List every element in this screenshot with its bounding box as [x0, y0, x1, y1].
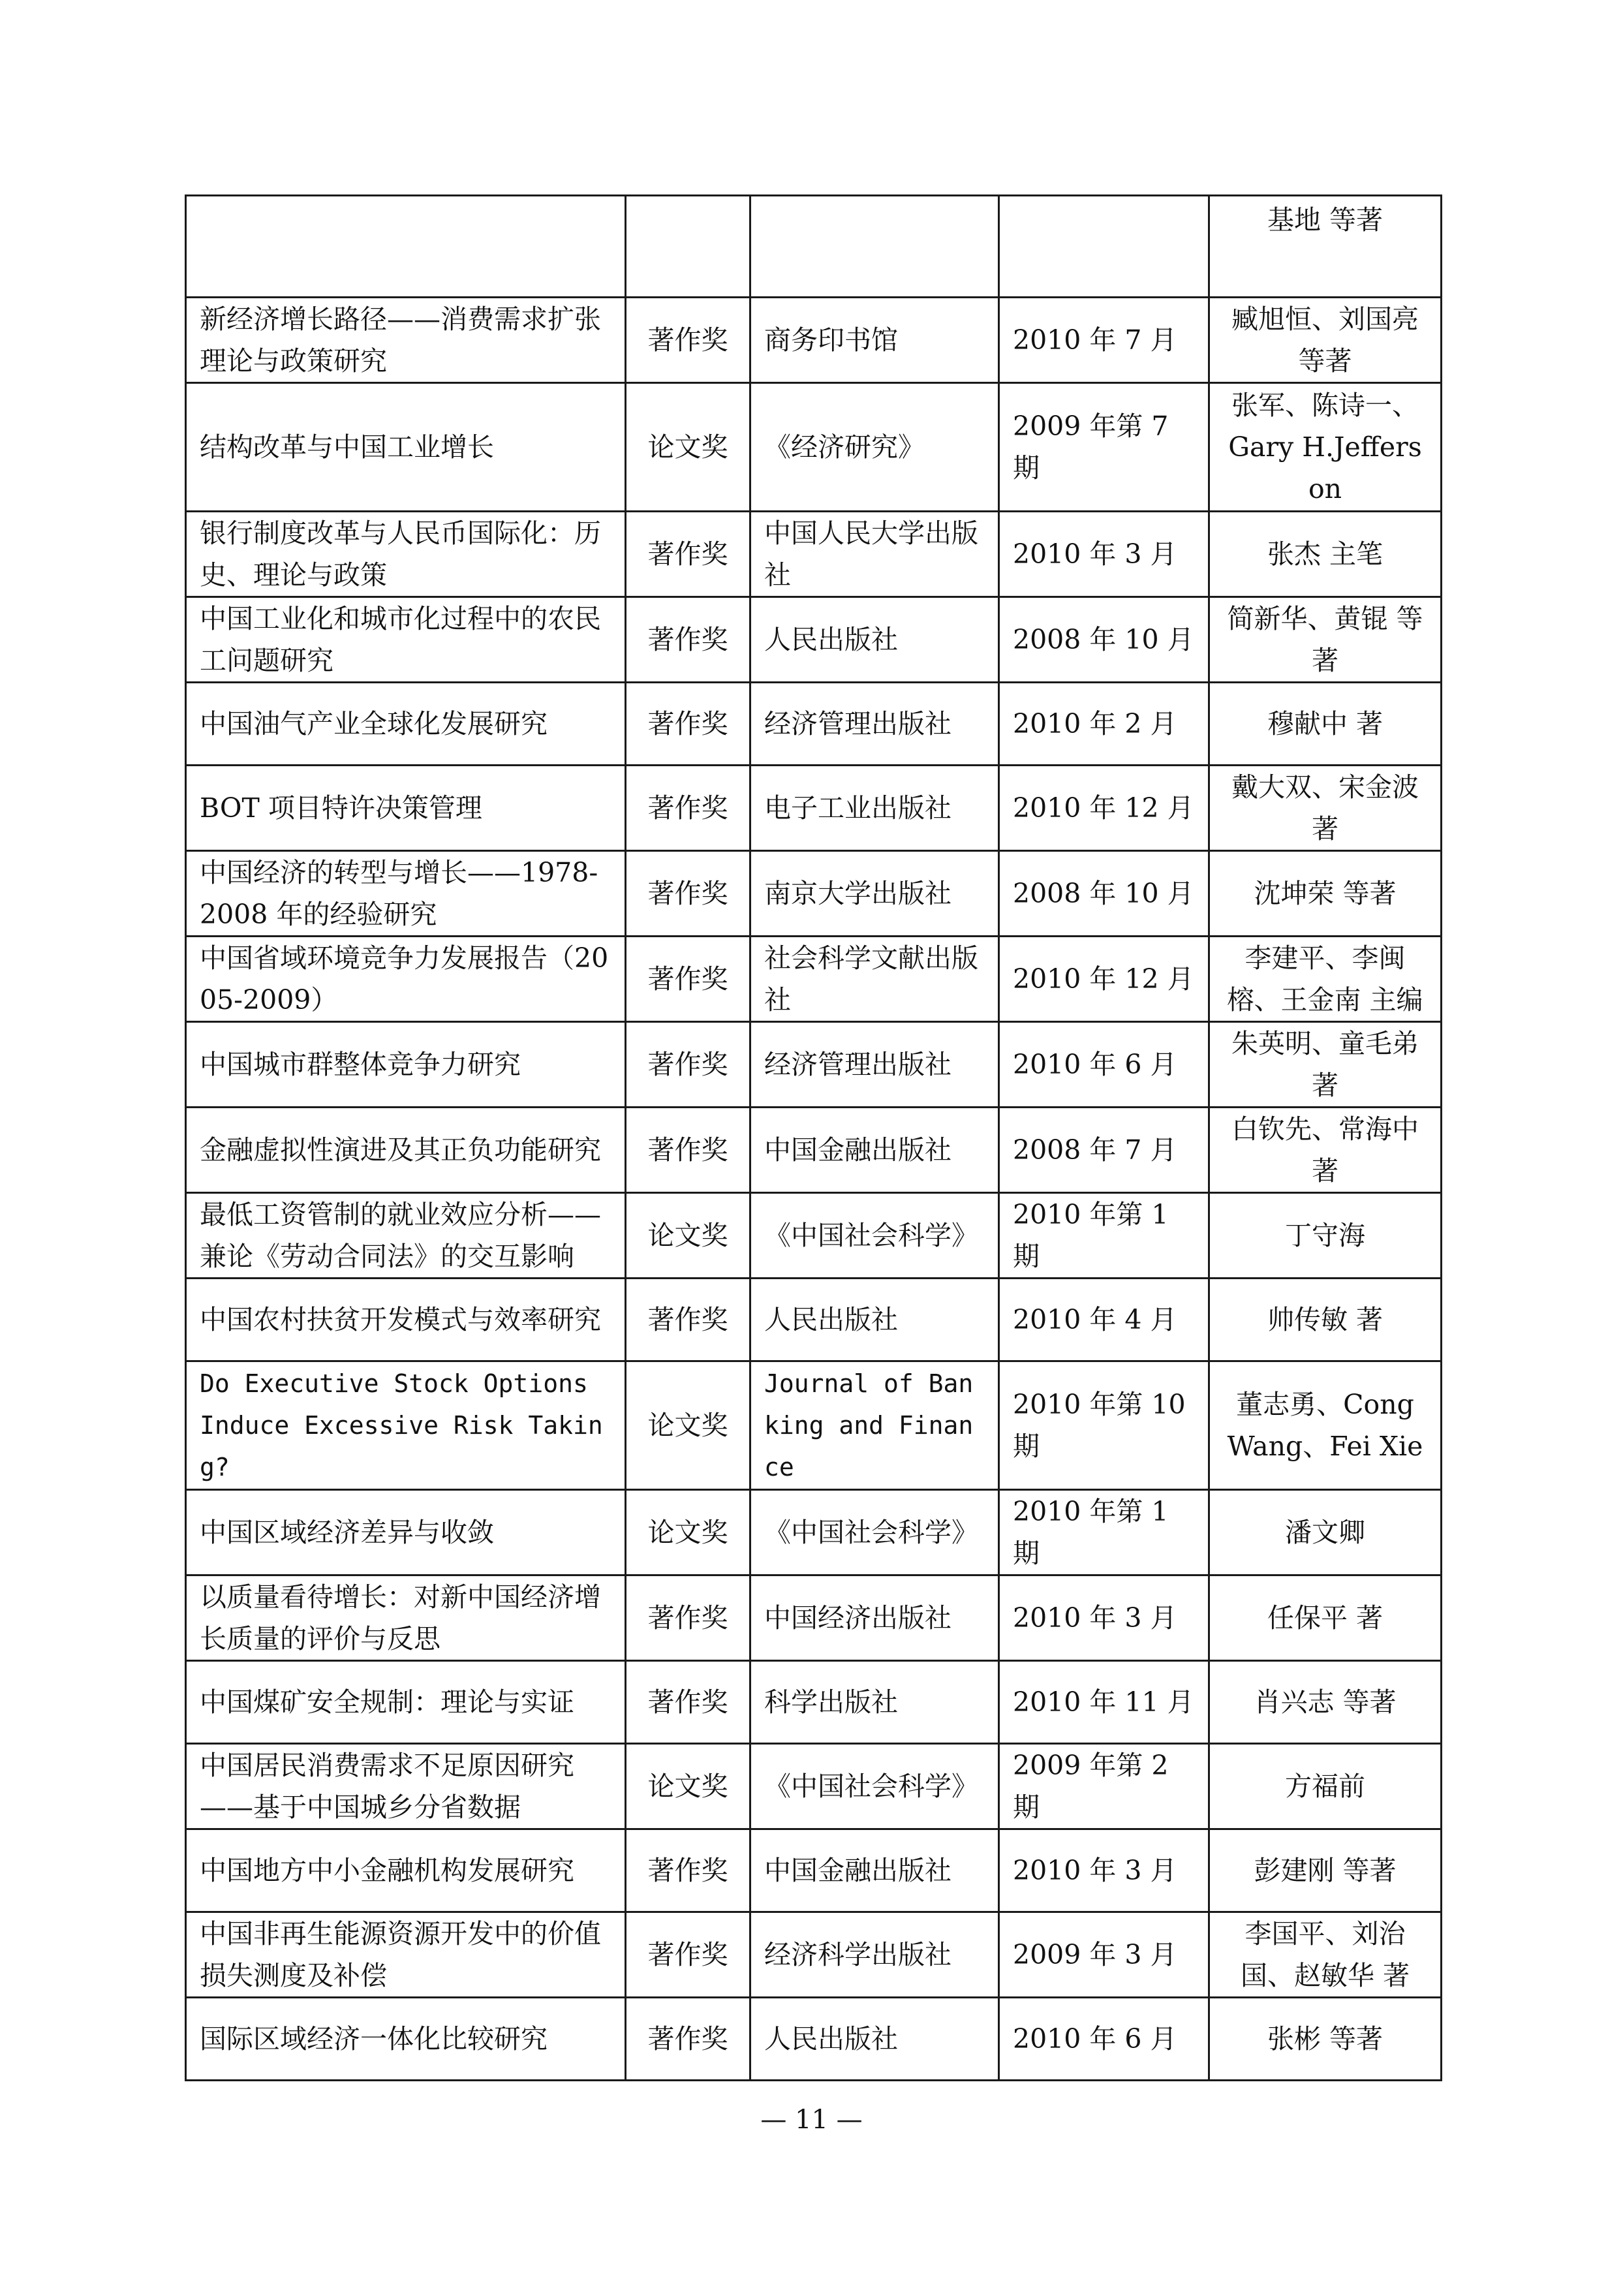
- publish-date-cell: 2008 年 10 月: [999, 597, 1209, 683]
- publish-date-cell: 2010 年 3 月: [999, 1829, 1209, 1912]
- author-cell: 基地 等著: [1209, 196, 1442, 298]
- table-row: [186, 683, 1442, 766]
- author-cell: 穆献中 著: [1209, 683, 1442, 766]
- publisher-cell: 中国经济出版社: [750, 1575, 999, 1661]
- publish-date-cell: 2008 年 7 月: [999, 1108, 1209, 1193]
- publish-date-cell: 2010 年第 10 期: [999, 1361, 1209, 1490]
- award-type-cell: 著作奖: [626, 683, 750, 766]
- work-title-cell: 中国省域环境竞争力发展报告（2005-2009）: [186, 937, 626, 1022]
- author-cell: 简新华、黄锟 等著: [1209, 597, 1442, 683]
- author-cell: 肖兴志 等著: [1209, 1661, 1442, 1744]
- award-type-cell: 论文奖: [626, 1744, 750, 1829]
- publisher-cell: 人民出版社: [750, 597, 999, 683]
- author-cell: 张杰 主笔: [1209, 512, 1442, 597]
- table-row: [186, 1193, 1442, 1279]
- publisher-cell: [750, 196, 999, 298]
- author-cell: 李国平、刘治国、赵敏华 著: [1209, 1912, 1442, 1998]
- publisher-cell: 《中国社会科学》: [750, 1744, 999, 1829]
- author-cell: 彭建刚 等著: [1209, 1829, 1442, 1912]
- award-type-cell: 著作奖: [626, 597, 750, 683]
- award-type-cell: 论文奖: [626, 1490, 750, 1575]
- award-type-cell: 著作奖: [626, 1575, 750, 1661]
- award-type-cell: 著作奖: [626, 766, 750, 851]
- author-cell: 帅传敏 著: [1209, 1279, 1442, 1361]
- work-title-cell: 中国煤矿安全规制：理论与实证: [186, 1661, 626, 1744]
- award-type-cell: 论文奖: [626, 1193, 750, 1279]
- award-type-cell: 著作奖: [626, 298, 750, 383]
- award-table: [185, 194, 1442, 2081]
- work-title-cell: 新经济增长路径——消费需求扩张理论与政策研究: [186, 298, 626, 383]
- work-title-cell: 中国区域经济差异与收敛: [186, 1490, 626, 1575]
- publisher-cell: 经济管理出版社: [750, 1022, 999, 1108]
- publish-date-cell: 2010 年 3 月: [999, 512, 1209, 597]
- table-row: [186, 383, 1442, 512]
- table-row: [186, 1361, 1442, 1490]
- publisher-cell: 人民出版社: [750, 1998, 999, 2081]
- work-title-cell: 最低工资管制的就业效应分析——兼论《劳动合同法》的交互影响: [186, 1193, 626, 1279]
- table-row: [186, 1022, 1442, 1108]
- work-title-cell: 中国地方中小金融机构发展研究: [186, 1829, 626, 1912]
- publisher-cell: 中国金融出版社: [750, 1829, 999, 1912]
- work-title-cell: 中国城市群整体竞争力研究: [186, 1022, 626, 1108]
- work-title-cell: 中国居民消费需求不足原因研究——基于中国城乡分省数据: [186, 1744, 626, 1829]
- publish-date-cell: [999, 196, 1209, 298]
- publisher-cell: 商务印书馆: [750, 298, 999, 383]
- table-row: [186, 1744, 1442, 1829]
- work-title-cell: 中国非再生能源资源开发中的价值损失测度及补偿: [186, 1912, 626, 1998]
- author-cell: 白钦先、常海中 著: [1209, 1108, 1442, 1193]
- page-number: — 11 —: [760, 2105, 863, 2135]
- author-cell: 沈坤荣 等著: [1209, 851, 1442, 937]
- publisher-cell: 经济管理出版社: [750, 683, 999, 766]
- publish-date-cell: 2009 年第 2 期: [999, 1744, 1209, 1829]
- author-cell: 戴大双、宋金波 著: [1209, 766, 1442, 851]
- publisher-cell: 人民出版社: [750, 1279, 999, 1361]
- author-cell: 方福前: [1209, 1744, 1442, 1829]
- author-cell: 潘文卿: [1209, 1490, 1442, 1575]
- publish-date-cell: 2010 年 6 月: [999, 1022, 1209, 1108]
- table-row: [186, 196, 1442, 298]
- award-type-cell: 著作奖: [626, 512, 750, 597]
- table-row: [186, 597, 1442, 683]
- award-type-cell: 著作奖: [626, 937, 750, 1022]
- author-cell: 任保平 著: [1209, 1575, 1442, 1661]
- publish-date-cell: 2008 年 10 月: [999, 851, 1209, 937]
- publisher-cell: 《中国社会科学》: [750, 1193, 999, 1279]
- publisher-cell: 电子工业出版社: [750, 766, 999, 851]
- publish-date-cell: 2010 年 3 月: [999, 1575, 1209, 1661]
- publish-date-cell: 2009 年 3 月: [999, 1912, 1209, 1998]
- publisher-cell: 南京大学出版社: [750, 851, 999, 937]
- publish-date-cell: 2010 年 12 月: [999, 766, 1209, 851]
- table-row: [186, 298, 1442, 383]
- author-cell: 臧旭恒、刘国亮 等著: [1209, 298, 1442, 383]
- publisher-cell: 中国金融出版社: [750, 1108, 999, 1193]
- table-row: [186, 766, 1442, 851]
- work-title-cell: [186, 196, 626, 298]
- author-cell: 朱英明、童毛弟 著: [1209, 1022, 1442, 1108]
- author-cell: 张彬 等著: [1209, 1998, 1442, 2081]
- award-type-cell: 著作奖: [626, 1022, 750, 1108]
- work-title-cell: BOT 项目特许决策管理: [186, 766, 626, 851]
- publisher-cell: 《经济研究》: [750, 383, 999, 512]
- award-type-cell: 著作奖: [626, 1998, 750, 2081]
- publish-date-cell: 2010 年 12 月: [999, 937, 1209, 1022]
- work-title-cell: 结构改革与中国工业增长: [186, 383, 626, 512]
- author-cell: 董志勇、Cong Wang、Fei Xie: [1209, 1361, 1442, 1490]
- table-row: [186, 851, 1442, 937]
- award-type-cell: 著作奖: [626, 1661, 750, 1744]
- table-row: [186, 1998, 1442, 2081]
- table-row: [186, 1829, 1442, 1912]
- award-type-cell: [626, 196, 750, 298]
- award-type-cell: 著作奖: [626, 1108, 750, 1193]
- table-row: [186, 1108, 1442, 1193]
- work-title-cell: 中国油气产业全球化发展研究: [186, 683, 626, 766]
- table-row: [186, 1490, 1442, 1575]
- publisher-cell: 社会科学文献出版社: [750, 937, 999, 1022]
- table-row: [186, 1912, 1442, 1998]
- publisher-cell: 经济科学出版社: [750, 1912, 999, 1998]
- work-title-cell: 中国经济的转型与增长——1978-2008 年的经验研究: [186, 851, 626, 937]
- award-type-cell: 著作奖: [626, 1829, 750, 1912]
- table-row: [186, 937, 1442, 1022]
- award-type-cell: 著作奖: [626, 1279, 750, 1361]
- work-title-cell: 中国工业化和城市化过程中的农民工问题研究: [186, 597, 626, 683]
- work-title-cell: Do Executive Stock Options Induce Excessive Risk Taking?: [186, 1361, 626, 1490]
- award-type-cell: 论文奖: [626, 383, 750, 512]
- author-cell: 李建平、李闽榕、王金南 主编: [1209, 937, 1442, 1022]
- award-type-cell: 著作奖: [626, 1912, 750, 1998]
- award-type-cell: 著作奖: [626, 851, 750, 937]
- publish-date-cell: 2010 年 11 月: [999, 1661, 1209, 1744]
- publish-date-cell: 2009 年第 7 期: [999, 383, 1209, 512]
- publish-date-cell: 2010 年第 1 期: [999, 1490, 1209, 1575]
- publish-date-cell: 2010 年 7 月: [999, 298, 1209, 383]
- author-cell: 张军、陈诗一、Gary H.Jefferson: [1209, 383, 1442, 512]
- publisher-cell: 科学出版社: [750, 1661, 999, 1744]
- publish-date-cell: 2010 年第 1 期: [999, 1193, 1209, 1279]
- work-title-cell: 以质量看待增长：对新中国经济增长质量的评价与反思: [186, 1575, 626, 1661]
- table-row: [186, 1661, 1442, 1744]
- publish-date-cell: 2010 年 6 月: [999, 1998, 1209, 2081]
- table-row: [186, 1575, 1442, 1661]
- work-title-cell: 银行制度改革与人民币国际化：历史、理论与政策: [186, 512, 626, 597]
- award-type-cell: 论文奖: [626, 1361, 750, 1490]
- publisher-cell: Journal of Banking and Finance: [750, 1361, 999, 1490]
- work-title-cell: 金融虚拟性演进及其正负功能研究: [186, 1108, 626, 1193]
- publish-date-cell: 2010 年 2 月: [999, 683, 1209, 766]
- publisher-cell: 中国人民大学出版社: [750, 512, 999, 597]
- table-row: [186, 512, 1442, 597]
- author-cell: 丁守海: [1209, 1193, 1442, 1279]
- publish-date-cell: 2010 年 4 月: [999, 1279, 1209, 1361]
- table-row: [186, 1279, 1442, 1361]
- publisher-cell: 《中国社会科学》: [750, 1490, 999, 1575]
- work-title-cell: 中国农村扶贫开发模式与效率研究: [186, 1279, 626, 1361]
- work-title-cell: 国际区域经济一体化比较研究: [186, 1998, 626, 2081]
